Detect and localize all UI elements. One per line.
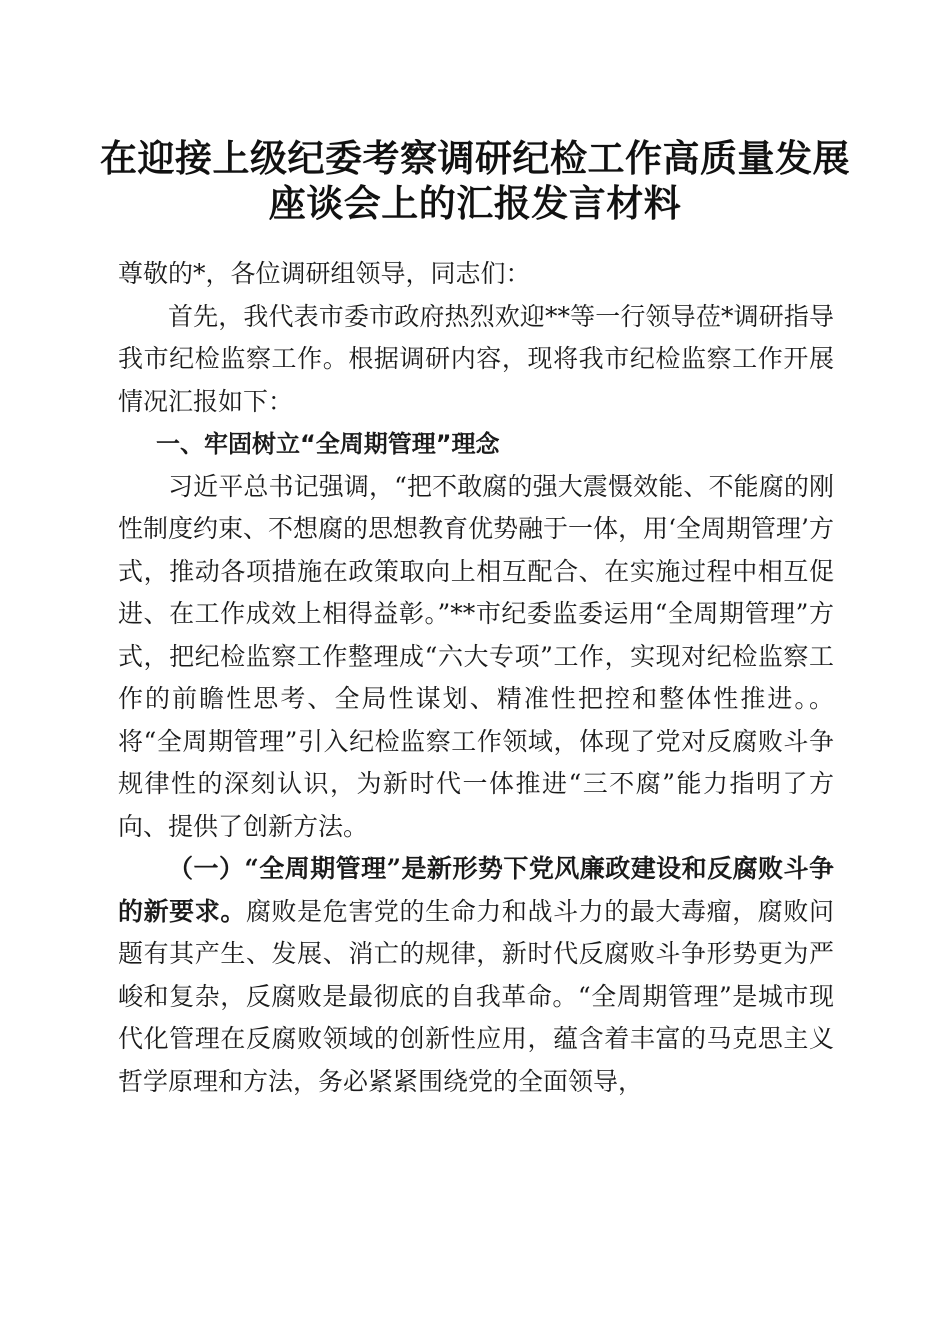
section-1-paragraph: 习近平总书记强调，“把不敢腐的强大震慑效能、不能腐的刚性制度约束、不想腐的思想教育优势融于一体，用‘全周期管理’方式，推动各项措施在政策取向上相互配合、在实施过程中相互促进、在工作成效上相得益彰。”**市纪委监委运用“全周期管理”方式，把纪检监察工作整理成“六大专项”工作，实现对纪检监察工作的前瞻性思考、全局性谋划、精准性把控和整体性推进。。将“全周期管理”引入纪检监察工作领域，体现了党对反腐败斗争规律性的深刻认识，为新时代一体推进“三不腐”能力指明了方向、提供了创新方法。 (118, 471, 834, 841)
section-heading-1: 一、牢固树立“全周期管理”理念 (156, 430, 500, 458)
intro-paragraph: 首先，我代表市委市政府热烈欢迎**等一行领导莅*调研指导我市纪检监察工作。根据调研内容，现将我市纪检监察工作开展情况汇报如下： (118, 301, 834, 416)
subsection-1-text: 腐败是危害党的生命力和战斗力的最大毒瘤，腐败问题有其产生、发展、消亡的规律，新时代反腐败斗争形势更为严峻和复杂，反腐败是最彻底的自我革命。“全周期管理”是城市现代化管理在反腐败领域的创新性应用，蕴含着丰富的马克思主义哲学原理和方法，务必紧紧围绕党的全面领导， (118, 896, 834, 1096)
document-title-line-1: 在迎接上级纪委考察调研纪检工作高质量发展 (100, 136, 850, 180)
subsection-1-paragraph (118, 848, 834, 1103)
document-body (118, 253, 834, 1103)
subsection-heading-1: （一）“全周期管理”是新形势下党风廉政建设和反腐败斗争的新要求。 (118, 854, 834, 926)
document-title-line-2: 座谈会上的汇报发言材料 (268, 181, 682, 225)
salutation: 尊敬的*，各位调研组领导，同志们： (118, 259, 531, 288)
